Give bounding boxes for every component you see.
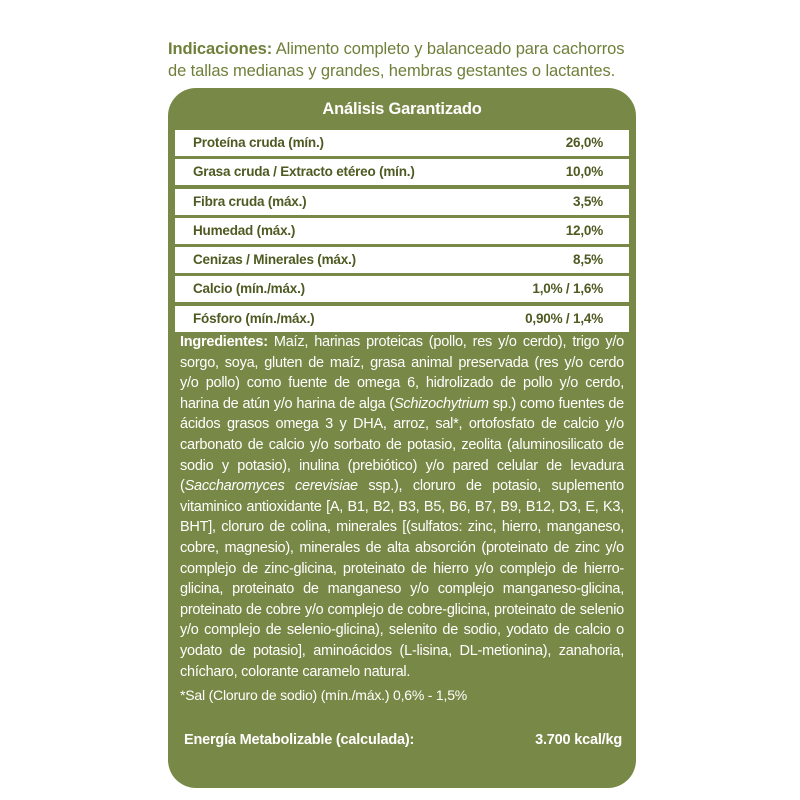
energy-label: Energía Metabolizable (calculada): [184,732,415,748]
ingredients-text-1: Maíz, harinas proteicas (pollo, res y/o cerdo), trigo y/o sorgo, soya, gluten de maíz, grasa animal preservada (res y/o cerdo y/o pollo) como fuente de omega 6, hidrolizado de pollo y/o cerdo, harina de atún y/o harina de alga ( [180,334,624,412]
analysis-row-name: Grasa cruda / Extracto etéreo (mín.) [193,164,415,180]
analysis-row-fiber [175,189,629,215]
analysis-row-name: Fósforo (mín./máx.) [193,310,315,326]
analysis-row-value: 10,0% [565,164,603,180]
analysis-row-phosphorus [175,306,629,332]
analysis-title: Análisis Garantizado [322,100,482,118]
ingredients-text-3: ssp.), cloruro de potasio, suplemento vitaminico antioxidante [A, B1, B2, B3, B5, B6, B7, B9, B12, D3, E, K3, BHT], cloruro de colina, minerales [(sulfatos: zinc, hierro, manganeso, cobre, magnesio), minerales de alta absorción (proteinato de zinc y/o complejo de zinc-glicina, proteinato de hierro y/o complejo de hierro-glicina, proteinato de manganeso y/o complejo manganeso-glicina, proteinato de cobre y/o complejo de cobre-glicina, proteinato de selenio y/o complejo de selenio-glicina), selenito de sodio, yodato de calcio o yodato de potasio], aminoácidos (L-lisina, DL-metionina), zanahoria, chícharo, colorante caramelo natural. [180,478,624,680]
indications-text: Alimento completo y balanceado para cachorros de tallas medianas y grandes, hembras gestantes o lactantes. [168,40,625,80]
analysis-row-name: Humedad (máx.) [193,222,296,238]
analysis-row-protein [175,130,629,156]
analysis-row-value: 3,5% [573,193,603,209]
nutrition-panel [168,88,636,788]
indications-paragraph [168,38,638,82]
ingredients-label: Ingredientes: [180,334,268,350]
analysis-table [175,130,629,335]
ingredients-species-2: Saccharomyces cerevisiae [184,478,358,495]
ingredients-text-2: sp.) como fuentes de ácidos grasos omega 3 y DHA, arroz, sal*, ortofosfato de calcio y/o carbonato de calcio y/o sorbato de potasio, zeolita (aluminosilicato de sodio y potasio), inulina (prebiótico) y/o pared celular de levadura ( [180,395,624,495]
indications-label: Indicaciones: [168,40,273,58]
ingredients-species-1: Schizochytrium [393,395,489,412]
analysis-row-value: 8,5% [573,252,603,268]
energy-value: 3.700 kcal/kg [535,732,622,748]
analysis-row-calcium [175,276,629,302]
analysis-row-name: Cenizas / Minerales (máx.) [193,252,356,268]
analysis-row-value: 1,0% / 1,6% [532,281,603,297]
analysis-row-name: Calcio (mín./máx.) [193,281,305,297]
analysis-row-name: Proteína cruda (mín.) [193,135,324,150]
salt-footnote: *Sal (Cloruro de sodio) (mín./máx.) 0,6% - 1,5% [180,687,468,703]
analysis-row-fat [175,159,629,185]
analysis-row-moisture [175,218,629,244]
analysis-row-name: Fibra cruda (máx.) [193,193,307,209]
analysis-row-ash [175,247,629,273]
analysis-row-value: 26,0% [565,135,603,150]
energy-line [184,730,622,750]
ingredients-paragraph [180,332,624,682]
analysis-row-value: 0,90% / 1,4% [525,310,603,326]
analysis-row-value: 12,0% [565,222,603,238]
